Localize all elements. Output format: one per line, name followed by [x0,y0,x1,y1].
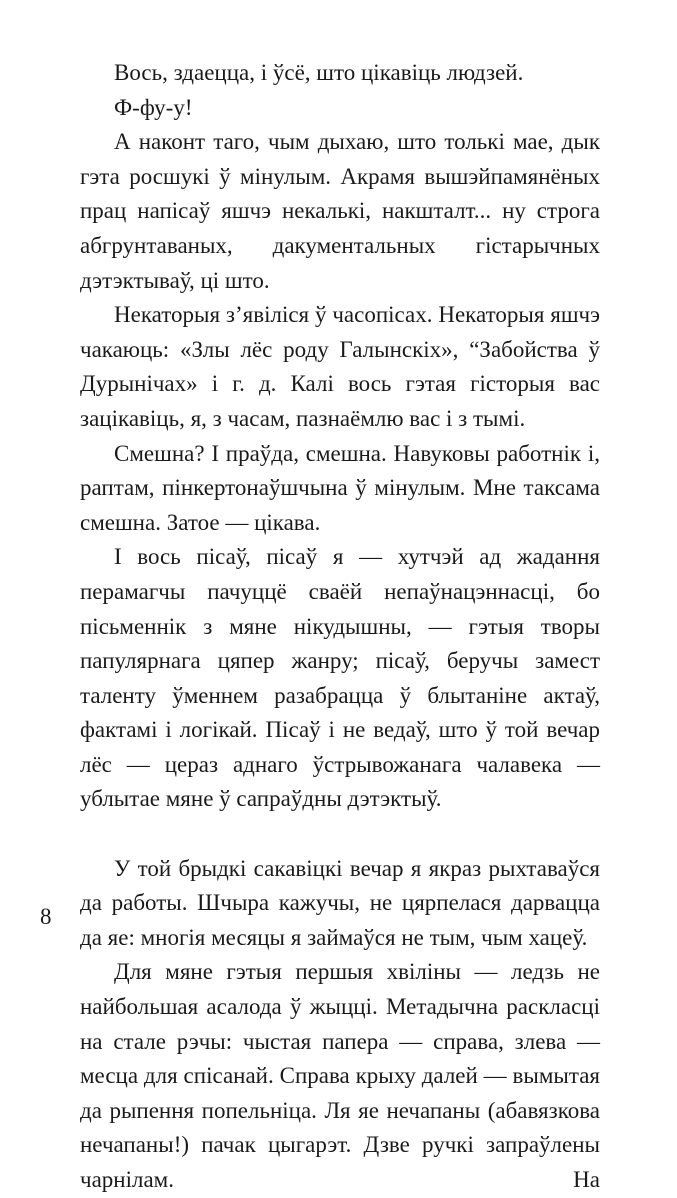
section-break [80,817,600,852]
paragraph-5: Смешна? І праўда, смешна. Навуковы работнік і, раптам, пінкертонаўшчына ў мінулым. Мне таксама смешна. Затое — цікава. [80,440,600,535]
paragraph-3: А наконт таго, чым дыхаю, што толькі мае, дык гэта росшукі ў мінулым. Акрамя вышэйпамянёных прац напісаў яшчэ некалькі, накшталт... ну строга абгрунтаваных, дакументальных гістарычных дэтэктываў, ці што. [80,129,600,293]
paragraph-6: І вось пісаў, пісаў я — хутчэй ад жадання перамагчы пачуццё сваёй непаўнацэннасці, бо пісьменнік з мяне нікудышны, — гэтыя творы папулярнага цяпер жанру; пісаў, беручы замест таленту ўменнем разабрацца ў блытаніне актаў, фактамі і логікай. Пісаў і не ведаў, што ў той вечар лёс — цераз аднаго ўстрывожанага чалавека — ублытае мяне ў сапраўдны дэтэктыў. [80,544,600,812]
page-number: 8 [40,904,52,929]
paragraph-8: Для мяне гэтыя першыя хвіліны — ледзь не найбольшая асалода ў жыцці. Метадычна раскласці на стале рэчы: чыстая папера — справа, злева — месца для спісанай. Справа крыху далей — вымытая да рыпення попельніца. Ля яе нечапаны (абавязкова нечапаны!) пачак цыгарэт. Дзве ручкі запраўлены чарнілам. На [80,959,600,1192]
paragraph-7: У той брыдкі сакавіцкі вечар я якраз рыхтаваўся да работы. Шчыра кажучы, не цярпелася дарвацца да яе: многія месяцы я займаўся не тым, чым хацеў. [80,855,600,950]
paragraph-1: Вось, здаецца, і ўсё, што цікавіць людзей. [114,60,524,85]
page-body [80,56,600,1198]
paragraph-4: Некаторыя з’явіліся ў часопісах. Некаторыя яшчэ чакаюць: «Злы лёс роду Галынскіх», “Забойства ў Дурынічах» і г. д. Калі вось гэтая гісторыя вас зацікавіць, я, з часам, пазнаёмлю вас і з тымі. [80,302,600,431]
paragraph-2: Ф-фу-у! [114,94,193,120]
